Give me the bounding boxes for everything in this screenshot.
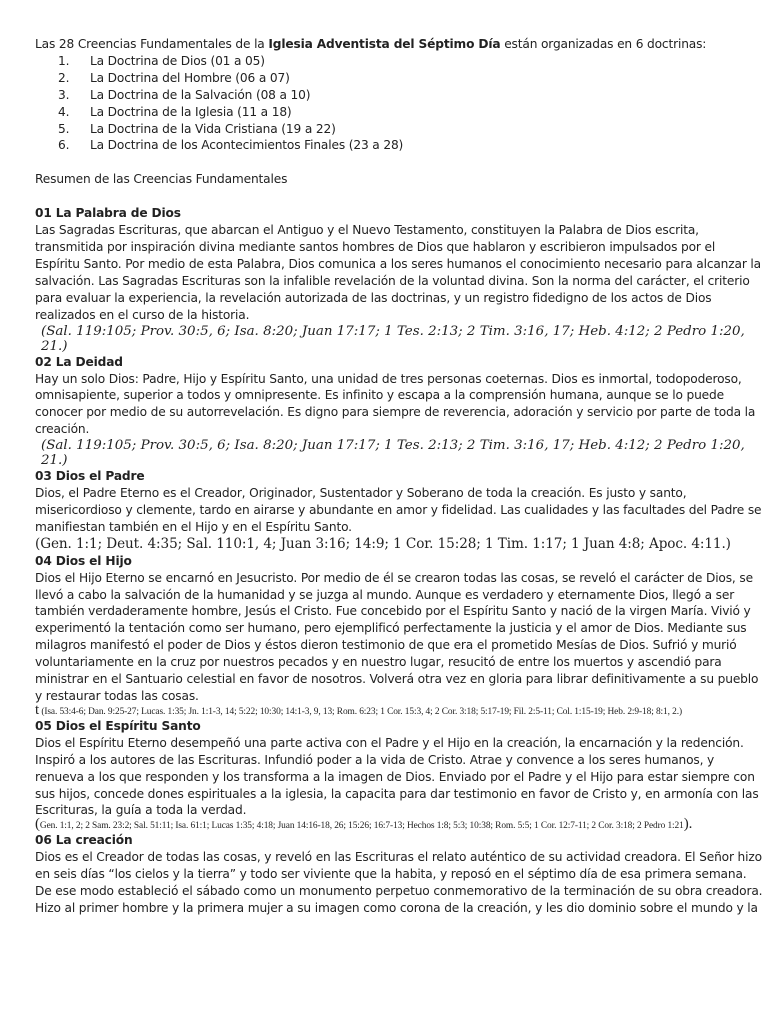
section-heading: 06 La creación xyxy=(35,833,133,848)
list-item-text: La Doctrina de los Acontecimientos Finales (23 a 28) xyxy=(90,138,404,153)
reference-text: (Isa. 53:4-6; Dan. 9:25-27; Lucas. 1:35; Jn. 1:1-3, 14; 5:22; 10:30; 14:1-3, 9, 13; Rom. 6:23; 1 Cor. 15:3, 4; 2 Cor. 3:18; 5:17-19; Fil. 2:5-11; Col. 1:15-19; Heb. 2:9-18; 8:1, 2.) xyxy=(39,706,682,717)
section-body: Las Sagradas Escrituras, que abarcan el Antiguo y el Nuevo Testamento, constituyen la Palabra de Dios escrita, transmitida por inspiración divina mediante santos hombres de Dios que hablaron y escribieron impulsados por el Espíritu Santo. Por medio de esta Palabra, Dios comunica a los seres humanos el conocimiento necesario para alcanzar la salvación. Las Sagradas Escrituras son la infalible revelación de la voluntad divina. Son la norma del carácter, el criterio para evaluar la experiencia, la revelación autorizada de las doctrinas, y un registro fidedigno de los actos de Dios realizados en el curso de la historia. xyxy=(35,223,761,322)
bible-references: (Gen. 1:1; Deut. 4:35; Sal. 110:1, 4; Juan 3:16; 14:9; 1 Cor. 15:28; 1 Tim. 1:17; 1 Juan 4:8; Apoc. 4:11.) xyxy=(35,535,731,552)
section-body: Dios el Hijo Eterno se encarnó en Jesucristo. Por medio de él se crearon todas las cosas, se reveló el carácter de Dios, se llevó a cabo la salvación de la humanidad y se juzga al mundo. Aunque es verdadero y eternamente Dios, llegó a ser también verdaderamente hombre, Jesús el Cristo. Fue concebido por el Espíritu Santo y nació de la virgen María. Vivió y experimentó la tentación como ser humano, pero ejemplificó perfectamente la justicia y el amor de Dios. Mediante sus milagros manifestó el poder de Dios y éstos dieron testimonio de que era el prometido Mesías de Dios. Sufrió y murió voluntariamente en la cruz por nuestros pecados y en nuestro lugar, resucitó de entre los muertos y ascendió para ministrar en el Santuario celestial en favor de nosotros. Volverá otra vez en gloria para librar definitivamente a su pueblo y restaurar todas las cosas. xyxy=(35,570,759,703)
list-number: 4. xyxy=(58,104,70,119)
list-item xyxy=(35,70,763,87)
list-item xyxy=(35,121,763,138)
section-heading: 03 Dios el Padre xyxy=(35,469,145,484)
spacer xyxy=(35,188,763,205)
reference-lead: ( xyxy=(35,816,40,833)
list-item xyxy=(35,87,763,104)
list-item xyxy=(35,137,763,154)
list-item xyxy=(35,53,763,70)
document-page xyxy=(35,36,763,917)
list-number: 3. xyxy=(58,87,70,102)
section-body: Dios, el Padre Eterno es el Creador, Originador, Sustentador y Soberano de toda la creación. Es justo y santo, misericordioso y clemente, tardo en airarse y abundante en amor y fidelidad. Las cualidades y las facultades del Padre se manifiestan también en el Hijo y en el Espíritu Santo. xyxy=(35,486,762,534)
list-item-text: La Doctrina de la Iglesia (11 a 18) xyxy=(90,104,292,119)
intro-text: Las 28 Creencias Fundamentales de la xyxy=(35,37,269,51)
list-item-text: La Doctrina de la Salvación (08 a 10) xyxy=(90,87,311,102)
section-body: Dios el Espíritu Eterno desempeñó una parte activa con el Padre y el Hijo en la creación, la encarnación y la redención. Inspiró a los autores de las Escrituras. Infundió poder a la vida de Cristo. Atrae y convence a los seres humanos, y renueva a los que responden y los transforma a la imagen de Dios. Enviado por el Padre y el Hijo para estar siempre con sus hijos, concede dones espirituales a la iglesia, la capacita para dar testimonio en favor de Cristo y, en armonía con las Escrituras, la guía a toda la verdad. xyxy=(35,735,759,818)
church-name: Iglesia Adventista del Séptimo Día xyxy=(268,37,501,51)
summary-title: Resumen de las Creencias Fundamentales xyxy=(35,172,288,187)
list-number: 5. xyxy=(58,121,70,136)
list-item-text: La Doctrina del Hombre (06 a 07) xyxy=(90,70,290,85)
list-number: 1. xyxy=(58,53,70,68)
section-heading: 01 La Palabra de Dios xyxy=(35,206,181,221)
reference-lead: t xyxy=(35,701,40,718)
bible-references xyxy=(35,701,763,718)
list-item-text: La Doctrina de la Vida Cristiana (19 a 22) xyxy=(90,121,336,136)
reference-tail: ). xyxy=(683,816,693,833)
section-body: Dios es el Creador de todas las cosas, y reveló en las Escrituras el relato auténtico de su actividad creadora. El Señor hizo en seis días “los cielos y la tierra” y todo ser viviente que la habita, y reposó en el séptimo día de esa primera semana. De ese modo estableció el sábado como un monumento perpetuo conmemorativo de la terminación de su obra creadora. Hizo al primer hombre y la primera mujer a su imagen como corona de la creación, y les dio dominio sobre el mundo y la xyxy=(35,850,763,915)
section-body: Hay un solo Dios: Padre, Hijo y Espíritu Santo, una unidad de tres personas coeternas. Dios es inmortal, todopoderoso, omnisapiente, superior a todos y omnipresente. Es infinito y escapa a la comprensión humana, aunque se lo puede conocer por medio de su autorrevelación. Es digno para siempre de reverencia, adoración y servicio por parte de toda la creación. xyxy=(35,371,756,437)
reference-text: Gen. 1:1, 2; 2 Sam. 23:2; Sal. 51:11; Isa. 61:1; Lucas 1:35; 4:18; Juan 14:16-18, 26; 15:26; 16:7-13; Hechos 1:8; 5:3; 10:38; Rom. 5:5; 1 Cor. 12:7-11; 2 Cor. 3:18; 2 Pedro 1:21 xyxy=(39,821,684,832)
intro-paragraph xyxy=(35,36,763,53)
list-item xyxy=(35,104,763,121)
bible-references xyxy=(35,816,763,833)
list-number: 2. xyxy=(58,70,70,85)
doctrine-list xyxy=(35,53,763,154)
section-heading: 05 Dios el Espíritu Santo xyxy=(35,718,201,733)
section-heading: 02 La Deidad xyxy=(35,354,123,369)
intro-text-end: están organizadas en 6 doctrinas: xyxy=(500,37,707,51)
bible-references: (Sal. 119:105; Prov. 30:5, 6; Isa. 8:20; Juan 17:17; 1 Tes. 2:13; 2 Tim. 3:16, 17; Heb. 4:12; 2 Pedro 1:20, 21.) xyxy=(41,438,745,469)
list-number: 6. xyxy=(58,138,70,153)
list-item-text: La Doctrina de Dios (01 a 05) xyxy=(90,53,265,68)
section-heading: 04 Dios el Hijo xyxy=(35,553,132,568)
bible-references: (Sal. 119:105; Prov. 30:5, 6; Isa. 8:20; Juan 17:17; 1 Tes. 2:13; 2 Tim. 3:16, 17; Heb. 4:12; 2 Pedro 1:20, 21.) xyxy=(41,323,745,354)
